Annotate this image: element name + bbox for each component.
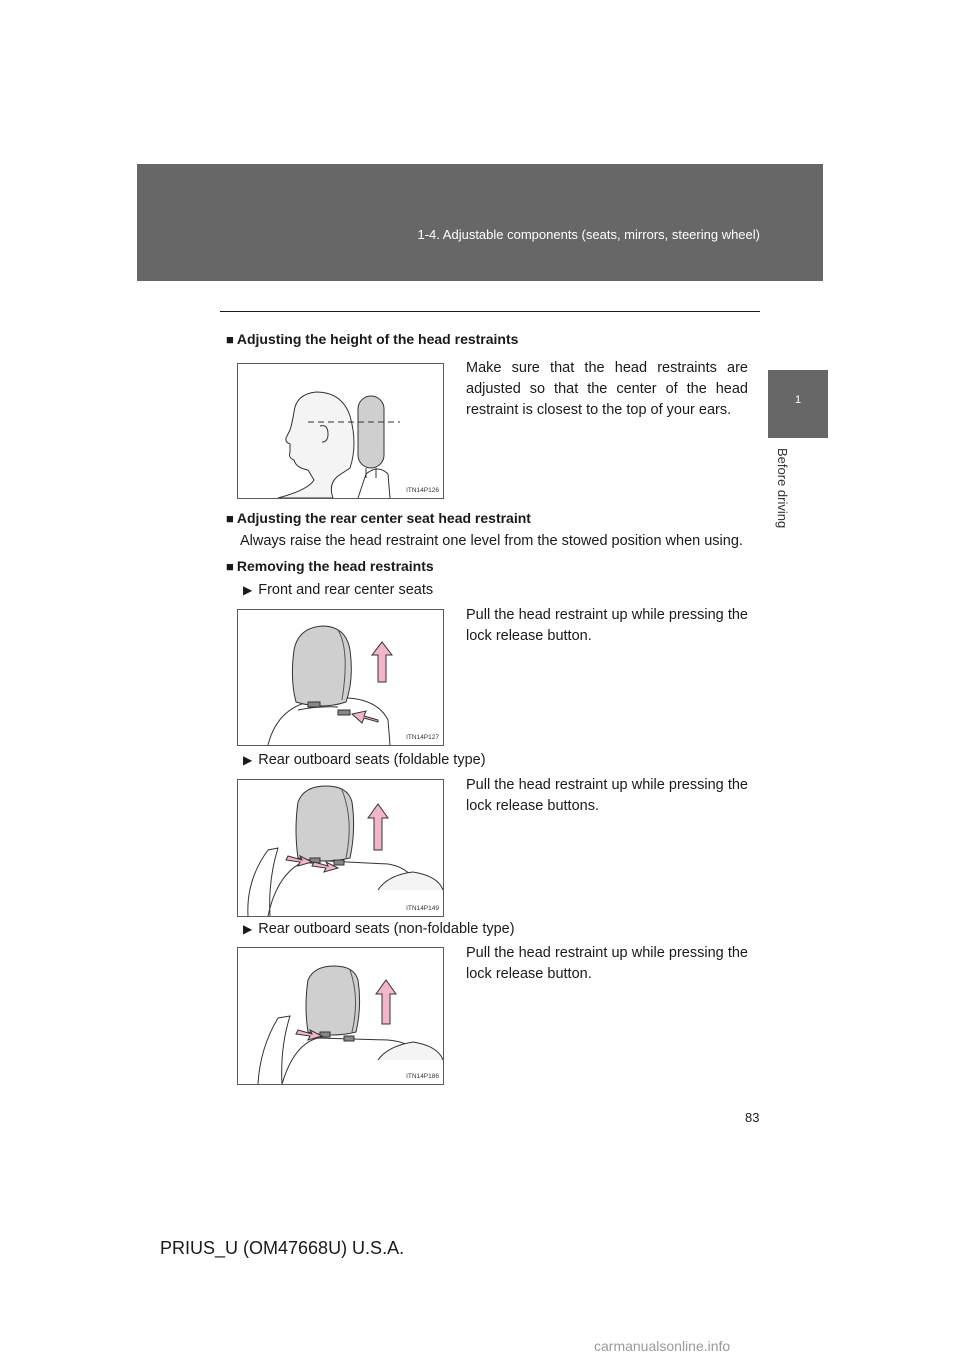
head-height-illustration <box>238 364 443 498</box>
rear-center-body: Always raise the head restraint one level from the stowed position when using. <box>240 533 743 549</box>
item-label: Rear outboard seats (foldable type) <box>258 752 486 768</box>
height-description: Make sure that the head restraints are adjusted so that the center of the head restraint is closest to the top of your ears. <box>466 360 748 418</box>
heading-text: Adjusting the rear center seat head restraint <box>236 510 531 526</box>
heading-text: Removing the head restraints <box>236 558 434 574</box>
rear-foldable-description: Pull the head restraint up while pressing the lock release buttons. <box>466 777 748 814</box>
section-marker: ■ <box>226 559 234 574</box>
section-marker: ■ <box>226 511 234 526</box>
watermark: carmanualsonline.info <box>594 1338 731 1354</box>
arrow-icon: ▶ <box>243 753 253 767</box>
item-label: Front and rear center seats <box>258 582 434 598</box>
footer-model: PRIUS_U (OM47668U) U.S.A. <box>160 1238 405 1258</box>
arrow-icon: ▶ <box>243 583 253 597</box>
figure-code: ITN14P127 <box>406 734 439 741</box>
divider <box>220 311 760 312</box>
figure-code: ITN14P149 <box>406 905 439 912</box>
heading-text: Adjusting the height of the head restraints <box>236 331 519 347</box>
figure-code: ITN14P186 <box>406 1073 439 1080</box>
section-marker: ■ <box>226 332 234 347</box>
front-seat-illustration <box>238 610 443 745</box>
heading-rear-center <box>226 510 531 526</box>
header-band <box>137 164 823 281</box>
rear-foldable-illustration <box>238 780 443 916</box>
arrow-icon: ▶ <box>243 922 253 936</box>
figure-head-height <box>237 363 444 499</box>
front-rear-center-description: Pull the head restraint up while pressing the lock release button. <box>466 607 748 644</box>
item-label: Rear outboard seats (non-foldable type) <box>258 921 515 937</box>
item-rear-outboard-foldable <box>243 752 486 768</box>
chapter-label: Before driving <box>775 448 790 529</box>
heading-removing <box>226 558 434 574</box>
item-front-rear-center <box>243 582 433 598</box>
rear-non-foldable-illustration <box>238 948 443 1084</box>
figure-rear-foldable <box>237 779 444 917</box>
page-number: 83 <box>745 1110 760 1125</box>
figure-rear-non-foldable <box>237 947 444 1085</box>
rear-non-foldable-description: Pull the head restraint up while pressing the lock release button. <box>466 945 748 982</box>
figure-front-seat <box>237 609 444 746</box>
chapter-number: 1 <box>794 394 802 406</box>
figure-code: ITN14P126 <box>406 487 439 494</box>
heading-adjusting-height <box>226 331 518 347</box>
item-rear-outboard-non-foldable <box>243 921 515 937</box>
section-title: 1-4. Adjustable components (seats, mirrors, steering wheel) <box>417 227 760 242</box>
